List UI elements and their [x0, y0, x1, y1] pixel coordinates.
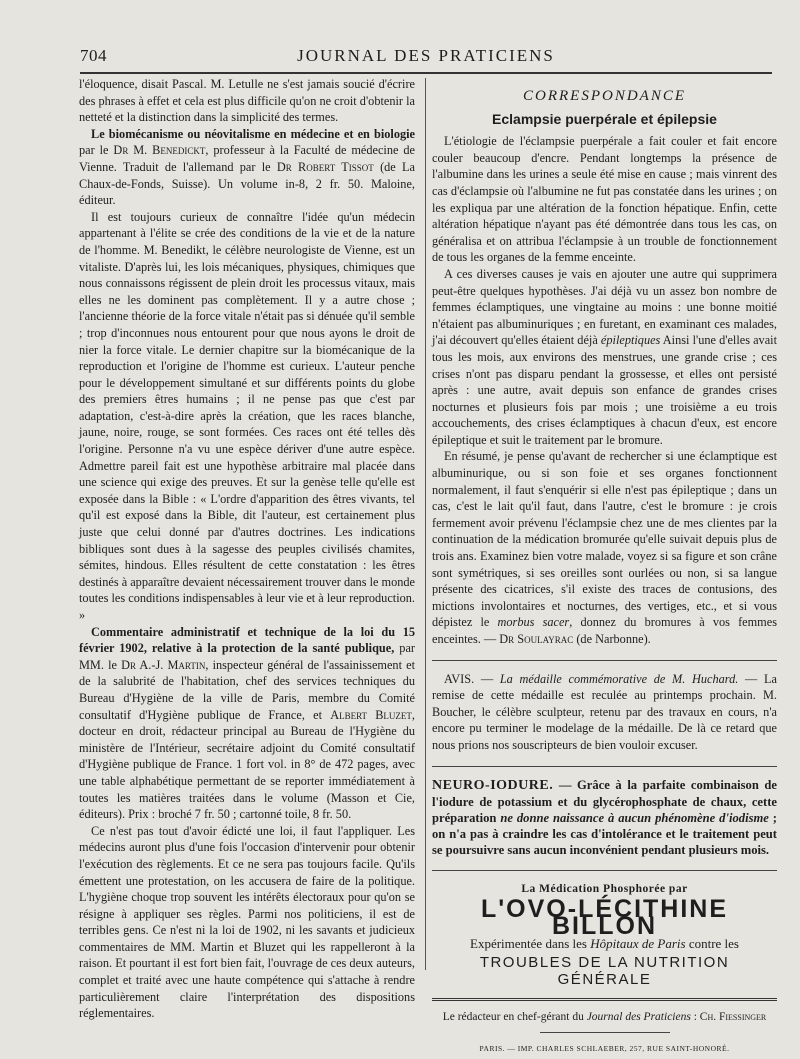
- ad-brand: NEURO-IODURE.: [432, 777, 554, 793]
- page-number: 704: [80, 46, 107, 65]
- book-title: Commentaire administratif et technique de la loi du 15 février 1902, relative à la protection de la santé publique,: [79, 624, 415, 656]
- book-title: Le biomécanisme ou néovitalisme en médecine et en biologie: [91, 126, 415, 141]
- article-author: r Soulayrac: [508, 632, 574, 646]
- editor-name: Ch. Fiessinger: [699, 1011, 767, 1024]
- printer-rule: [540, 1032, 670, 1033]
- section-rule: [432, 870, 777, 871]
- ad-brand: L'OVO-LÉCITHINE BILLON: [480, 895, 729, 940]
- article-paragraph: A ces diverses causes je vais en ajouter une autre qui supprimera peut-être quelques hypothèses. J'ai déjà vu un assez bon nombre de femmes éclamptiques, une vingtaine au moins : une bonne moitié n'étaient pas albuminuriques ; en furetant, en examinant ces malades, j'ai découvert qu'elles étaient déjà épileptiques Ainsi l'une d'elles avait tous les mois, aux environs des menstrues, une grande crise ; ces crises n'ont pas disparu pendant la grossesse, et elles ont persisté après : une autre, avait depuis son enfance de grandes crises nocturnes et plusieurs fois par mois ; une troisième a eu trois accouchements, des crises éclamptiques à chacun d'eux, est encore épileptique et suit le traitement par le bromure.: [432, 266, 778, 447]
- book-author: r A.-J. Martin: [129, 657, 206, 672]
- book-author: Albert Bluzet: [330, 707, 412, 722]
- article-paragraph: En résumé, je pense qu'avant de rechercher si une éclamptique est albuminurique, ou si son foie et ses organes fonctionnent normalement, il faut s'enquérir si elle n'est pas épileptique ; dans un cas, c'est le lait qu'il faut, dans l'autre, c'est le bromure : je crois fermement avoir prévenu l'éclampsie chez une de mes clientes par la continuation de la médication bromurée qu'elle suivait depuis plus de trois ans. Examinez bien votre malade, voyez si sa figure et son crâne sont symétriques, si ses oreilles sont ourlées ou non, si sa langue présente des cicatrices, s'il existe des traces de contusions, des mictions involontaires et nocturnes, des vertiges, etc., et si vous dépistez le morbus sacer, donnez du bromures à vos femmes enceintes. — Dr Soulayrac (de Narbonne).: [432, 449, 777, 646]
- section-rule: [432, 660, 777, 661]
- article-title: Eclampsie puerpérale et épilepsie: [492, 110, 717, 127]
- footer-rule: [432, 998, 777, 1001]
- page-header: [80, 44, 772, 70]
- continuation-paragraph: l'éloquence, disait Pascal. M. Letulle ne s'est jamais soucié d'écrire des phrases à effet et cela est plus difficile qu'on ne croit d'obtenir la netteté et la distinction dans la simplicité des termes.: [79, 77, 415, 125]
- section-rule: [432, 766, 777, 767]
- book-review-commentaire: Commentaire administratif et technique de la loi du 15 février 1902, relative à la protection de la santé publique, par MM. le Dr A.-J. Martin, inspecteur général de l'assainissement et de la salubrité de l'habitation, chef des services techniques du Bureau d'Hygiène de la ville de Paris, membre du Comité consultatif d'Hygiène publique de France, et Albert Bluzet, docteur en droit, rédacteur principal au Bureau de l'Hygiène du ministère de l'Intérieur, secrétaire adjoint du Comité consultatif d'Hygiène publique de France. 1 fort vol. in 8° de 472 pages, avec une table alphabétique permettant de se reporter immédiatement à toutes les matières traitées dans le volume (Masson et Cie, éditeurs). Prix : broché 7 fr. 50 ; cartonné toile, 8 fr. 50.: [79, 624, 415, 822]
- notice-paragraph: AVIS. — La médaille commémorative de M. Huchard. — La remise de cette médaille est reculée au printemps prochain. M. Boucher, le célèbre sculpteur, retenu par des travaux en cours, n'a encore pu terminer le modelage de la médaille. De là ce retard que nous prions nos souscripteurs de bien vouloir excuser.: [432, 671, 777, 752]
- left-column: [79, 76, 415, 1022]
- book-translator: r Robert Tissot: [285, 159, 374, 174]
- right-column: [432, 76, 777, 1057]
- header-rule: [80, 72, 772, 74]
- section-heading: CORRESPONDANCE: [523, 88, 686, 104]
- column-divider: [425, 78, 426, 970]
- ad-line: La Médication Phosphorée par: [521, 882, 688, 895]
- advertisement-ovo-lecithine: [432, 881, 777, 989]
- review-paragraph: Il est toujours curieux de connaître l'idée qu'un médecin appartenant à l'élite se crée des conditions de la vie et de la nature de l'homme. M. Benedikt, le célèbre neurologiste de Vienne, est un vitaliste. D'après lui, les lois mécaniques, physiques, chimiques que nous connaissons régissent de plein droit les processus vitaux, mais elles ne les dominent pas complètement. Il y a autre chose ; l'ancienne théorie de la force vitale n'était pas si dénuée qu'il semble ; trop d'inconnues nous entourent pour que nous ayons le droit de nier la force vitale. Le dernier chapitre sur la biomécanique de la reproduction et l'origine de l'homme est curieux. L'auteur penche pour le développement simultané et sur différents points du globe des premiers êtres humains ; il ne pense pas que c'est par adaptation, c'est-à-dire après la création, que les races blanche, jaune, noire, rouge, se sont formées. Ces races ont été telles dès l'origine. Personne n'a vu une espèce dériver d'une autre espèce. Admettre pareil fait est une hypothèse arbitraire mal placée dans une science qui exige des preuves. Et sur la genèse telle qu'elle est exposée dans la Bible : « L'ordre d'apparition des êtres vivants, tel qu'il est exposé dans la Bible, dit l'auteur, est certainement plus juste que celui donné par d'autres doctrines. Les indications bibliques sont dues à la sagesse des peuples civilisés chamites, sémites, hindous. Elles résultent de cette constatation : les êtres destinés à apparaître devaient nécessairement trouver dans le monde toutes les conditions indispensables à leur vie et à leur reproduction. »: [79, 209, 415, 622]
- review-paragraph: Ce n'est pas tout d'avoir édicté une loi, il faut l'appliquer. Les médecins auront plus d'une fois l'occasion d'intervenir pour obtenir l'exécution des règlements. Et ce ne sera pas toujours facile. Qu'ils émettent une protestation, on les accusera de faire de la politique. L'hygiène choque trop souvent les intérêts électoraux pour qu'on se résigne à appliquer ses règles. Parmi nos politiciens, il est de terribles gens. Ce n'est ni la loi de 1902, ni les savants et judicieux commentaires de MM. Martin et Bluzet qui les rappelleront à la raison. Et pourtant il est fort bien fait, l'ouvrage de ces deux auteurs, complet et traité avec une haute compétence qui s'attache à rendre particulièrement claire l'interprétation des dispositions réglementaires.: [79, 823, 415, 1021]
- printer-imprint: PARIS. — IMP. CHARLES SCHLAEBER, 257, RUE SAINT-HONORÉ.: [479, 1043, 730, 1053]
- book-author: r M. Benedickt: [122, 143, 206, 158]
- advertisement-neuro-iodure: NEURO-IODURE. — Grâce à la parfaite combinaison de l'iodure de potassium et du glycérophosphate de chaux, cette préparation ne donne naissance à aucun phénomène d'iodisme ; on n'a pas à craindre les cas d'intolérance et le traitement peut se poursuivre sans aucun inconvénient pendant plusieurs mois.: [432, 777, 777, 857]
- journal-title: JOURNAL DES PRATICIENS: [297, 46, 555, 65]
- article-paragraph: L'étiologie de l'éclampsie puerpérale a fait couler et fait encore couler beaucoup d'encre. Pendant longtemps la présence de l'albumine dans les urines a seule été mise en cause ; mais vinrent des cas d'éclampsie où l'albumine ne fut pas constatée dans les urines ; on les expliqua par une altération de la fonction hépatique. Enfin, cette altération hépatique n'ayant pas été démontrée dans tous les cas, on généralisa et on attribua l'éclampsie à un trouble de fonctionnement de tous les organes de la femme enceinte.: [432, 134, 777, 265]
- book-review-biomecanisme: Le biomécanisme ou néovitalisme en médecine et en biologie par le Dr M. Benedickt, professeur à la Faculté de médecine de Vienne. Traduit de l'allemand par le Dr Robert Tissot (de La Chaux-de-Fonds, Suisse). Un volume in-8, 2 fr. 50. Maloine, éditeur.: [79, 126, 416, 208]
- ad-line: TROUBLES DE LA NUTRITION GÉNÉRALE: [479, 953, 730, 988]
- ad-line: Expérimentée dans les Hôpitaux de Paris contre les: [470, 936, 739, 952]
- editor-credit: Le rédacteur en chef-gérant du Journal des Praticiens : Ch. Fiessinger: [442, 1011, 767, 1024]
